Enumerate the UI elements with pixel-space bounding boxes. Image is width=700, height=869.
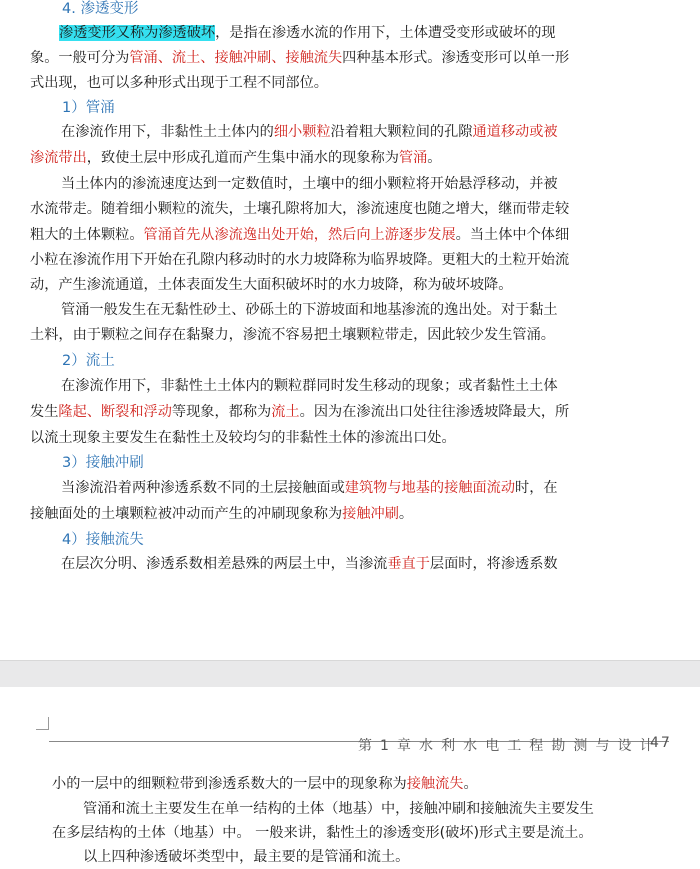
paragraph-line: 发生隆起、断裂和浮动等现象，都称为流土。因为在渗流出口处往往渗透坡降最大，所 [30,404,570,420]
paragraph-line: 在渗流作用下，非黏性土土体内的细小颗粒沿着粗大颗粒间的孔隙通道移动或被 [61,124,558,140]
subsection-heading-piping: 1）管涌 [62,100,115,116]
paragraph-line: 在层次分明、渗透系数相差悬殊的两层土中，当渗流垂直于层面时，将渗透系数 [61,556,558,572]
document-page-2 [0,687,700,869]
red-emphasis: 管涌首先从渗流逸出处开始，然后向上游逐步发展 [143,227,456,243]
paragraph-line: 以上四种渗透破坏类型中，最主要的是管涌和流土。 [83,849,410,865]
page-corner-mark [36,717,49,730]
red-emphasis: 接触流失 [406,776,464,792]
highlighted-text: 渗透变形又称为渗透破坏 [59,25,216,41]
red-emphasis: 管涌 [398,150,428,166]
paragraph-line: 象。一般可分为管涌、流土、接触冲刷、接触流失四种基本形式。渗透变形可以单一形 [30,50,570,66]
paragraph-line: 以流土现象主要发生在黏性土及较均匀的非黏性土体的渗流出口处。 [30,430,456,446]
red-emphasis: 渗流带出 [30,150,87,166]
subsection-heading-contact-loss: 4）接触流失 [62,532,144,548]
paragraph-line: 当土体内的渗流速度达到一定数值时，土壤中的细小颗粒将开始悬浮移动，并被 [61,176,558,192]
page-separator [0,660,700,688]
paragraph-line: 渗透变形又称为渗透破坏，是指在渗透水流的作用下，土体遭受变形或破坏的现 [59,25,556,41]
paragraph-line: 接触面处的土壤颗粒被冲动而产生的冲刷现象称为接触冲刷。 [30,506,414,522]
paragraph-line: 粗大的土体颗粒。管涌首先从渗流逸出处开始，然后向上游逐步发展。当土体中个体细 [30,227,570,243]
red-emphasis: 细小颗粒 [273,124,331,140]
subsection-heading-soil-flow: 2）流土 [62,353,115,369]
paragraph-line: 管涌一般发生在无黏性砂土、砂砾土的下游坡面和地基渗流的逸出处。对于黏土 [61,302,558,318]
paragraph-line: 小粒在渗流作用下开始在孔隙内移动时的水力坡降称为临界坡降。更粗大的土粒开始流 [30,252,570,268]
red-emphasis: 垂直于 [387,556,430,572]
red-emphasis: 管涌、流土、接触冲刷、接触流失 [129,50,343,66]
paragraph-line: 在多层结构的土体（地基）中。 一般来讲，黏性土的渗透变形(破坏)形式主要是流土。 [52,825,593,841]
red-emphasis: 建筑物与地基的接触面流动 [344,480,516,496]
paragraph-line: 土料，由于颗粒之间存在黏聚力，渗流不容易把土壤颗粒带走，因此较少发生管涌。 [30,327,555,343]
red-emphasis: 通道移动或被 [472,124,558,140]
paragraph-line: 动，产生渗流通道，土体表面发生大面积破坏时的水力坡降，称为破坏坡降。 [30,277,513,293]
section-heading: 4. 渗透变形 [62,1,139,17]
paragraph-line: 小的一层中的细颗粒带到渗透系数大的一层中的现象称为接触流失。 [52,776,478,792]
red-emphasis: 接触冲刷 [342,506,399,522]
running-header: 第 1 章 水 利 水 电 工 程 勘 测 与 设 计 [358,738,656,754]
red-emphasis: 隆起、断裂和浮动 [58,404,172,420]
paragraph-line: 在渗流作用下，非黏性土土体内的颗粒群同时发生移动的现象；或者黏性土土体 [61,378,558,394]
paragraph-line: 当渗流沿着两种渗透系数不同的土层接触面或建筑物与地基的接触面流动时，在 [61,480,558,496]
subsection-heading-contact-scour: 3）接触冲刷 [62,455,144,471]
paragraph-line: 水流带走。随着细小颗粒的流失，土壤孔隙将加大，渗流速度也随之增大，继而带走较 [30,201,570,217]
page-number: 47 [650,735,672,751]
paragraph-line: 管涌和流土主要发生在单一结构的土体（地基）中，接触冲刷和接触流失主要发生 [83,801,594,817]
paragraph-line: 式出现，也可以多种形式出现于工程不同部位。 [30,75,328,91]
paragraph-line: 渗流带出，致使土层中形成孔道而产生集中涌水的现象称为管涌。 [30,150,442,166]
red-emphasis: 流土 [271,404,300,420]
